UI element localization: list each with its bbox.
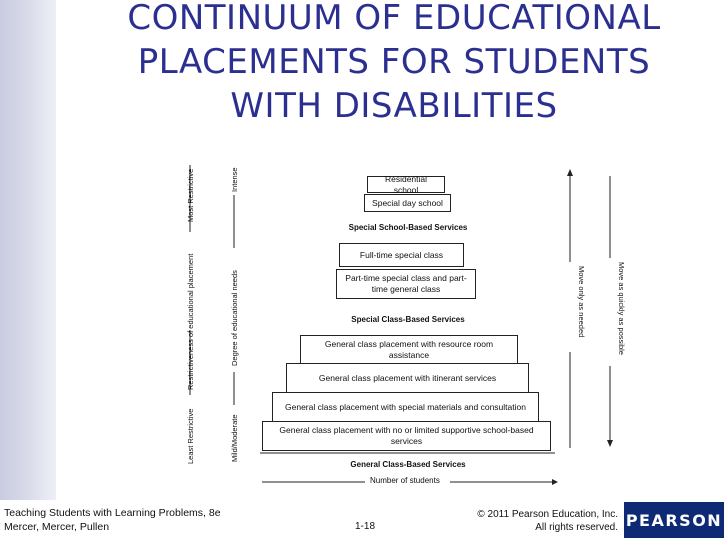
title-line-3: WITH DISABILITIES [230,86,558,126]
axis-mild-moderate: Mild/Moderate [230,414,239,462]
title-line-2: PLACEMENTS FOR STUDENTS [137,42,651,82]
section-class-based: Special Class-Based Services [351,315,465,324]
footer-authors: Mercer, Mercer, Pullen [4,521,110,533]
footer-rights: All rights reserved. [535,522,618,533]
number-of-students-label: Number of students [370,476,440,485]
arrow-move-only-as-needed: Move only as needed [577,266,586,338]
footer-page-number: 1-18 [355,521,376,532]
footer-book-info [4,506,221,534]
title-line-1: CONTINUUM OF EDUCATIONAL [127,0,661,38]
axis-most-restrictive: Most Restrictive [186,168,195,222]
axis-intense: Intense [230,167,239,192]
axis-restrictiveness-label: Restrictiveness of educational placement [186,253,195,390]
footer-book-title: Teaching Students with Learning Problems, 8e [4,507,221,519]
level-general-class-limited: General class placement with no or limited supportive school-based services [262,421,551,451]
axis-least-restrictive: Least Restrictive [186,408,195,464]
level-itinerant-services: General class placement with itinerant services [286,363,529,393]
level-part-time-special-class: Part-time special class and part-time general class [336,269,476,299]
section-general-class: General Class-Based Services [350,460,466,469]
arrow-move-as-quickly-as-possible: Move as quickly as possible [617,262,626,355]
level-special-day-school: Special day school [364,194,451,212]
level-special-materials: General class placement with special materials and consultation [272,392,539,422]
axis-educational-needs-label: Degree of educational needs [230,270,239,366]
pearson-logo: PEARSON [624,502,724,538]
footer-copyright-block [477,508,618,534]
level-resource-room: General class placement with resource room assistance [300,335,518,364]
level-residential-school: Residential school [367,176,445,193]
section-school-based: Special School-Based Services [348,223,468,232]
footer-copyright: © 2011 Pearson Education, Inc. [477,509,618,520]
level-full-time-special-class: Full-time special class [339,243,464,267]
